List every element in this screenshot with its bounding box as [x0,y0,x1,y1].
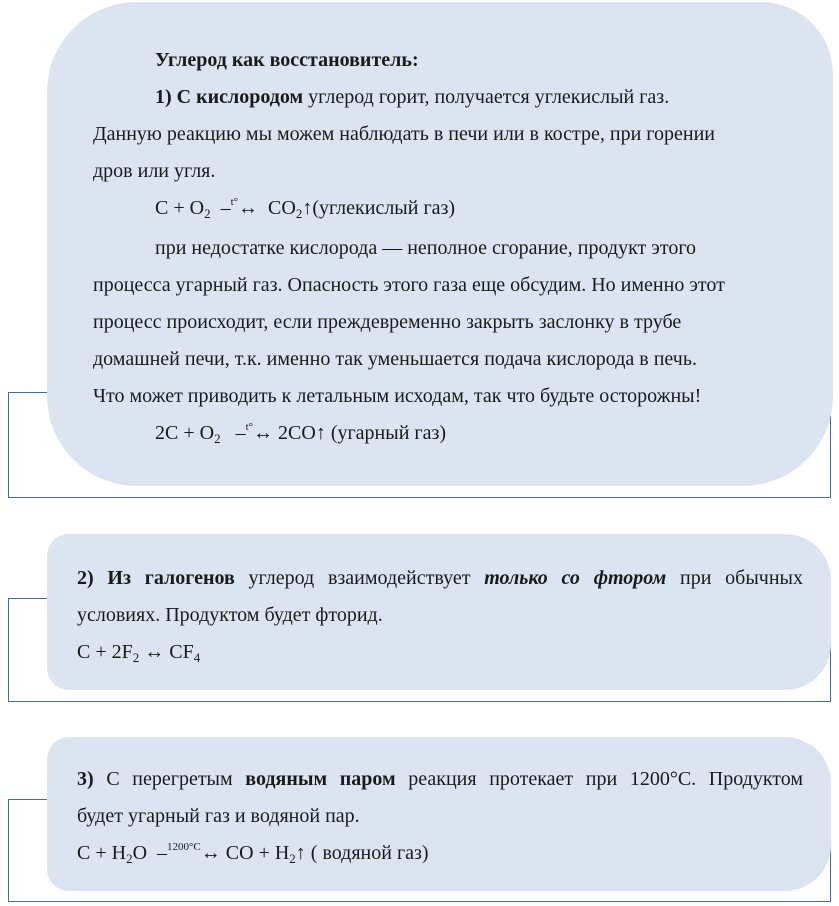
section1-card [47,2,833,486]
section3-line1: 3) С перегретым водяным паром реакция протекает при 1200°С. Продуктом [77,768,804,790]
section3-line2: будет угарный газ и водяной пар. [77,805,360,827]
section1-para-line: процесс происходит, если преждевременно закрыть заслонку в трубе [93,311,682,333]
equation-co: $2C + O_2$ –$^{t^\circ}$↔ 2CO↑ (угарный газ) [155,421,447,446]
section1-line2: Данную реакцию мы можем наблюдать в печи или в костре, при горении [93,123,715,145]
section1-para-line: Что может приводить к летальным исходам, так что будьте осторожны! [93,385,702,407]
section2-line2: условиях. Продуктом будет фторид. [77,604,383,626]
section1-para-line: домашней печи, т.к. именно так уменьшается подача кислорода в печь. [93,348,697,370]
section2-line1: 2) Из галогенов углерод взаимодействует только со фтором при обычных [77,567,803,589]
section3-card [47,737,831,891]
section1-para-line: при недостатке кислорода — неполное сгорание, продукт этого [155,237,697,259]
equation-water-gas: $C + H_2O$ –$^{1200^\circ C}$↔ CO + $H_2↑$ ( водяной газ) [77,841,429,866]
section2-card [47,534,831,690]
equation-cf4: $C + 2F_2$ ↔ $CF_4$ [77,641,201,665]
section1-heading: Углерод как восстановитель: [155,49,419,71]
equation-co2: $C + O_2$ –$^{t^\circ}$↔ $CO_2↑(углекислый$ газ) [155,196,456,221]
section1-item-line: 1) С кислородом углерод горит, получается углекислый газ. [155,86,670,108]
section1-line3: дров или угля. [93,160,216,182]
section1-para-line: процесса угарный газ. Опасность этого газа еще обсудим. Но именно этот [93,274,725,296]
